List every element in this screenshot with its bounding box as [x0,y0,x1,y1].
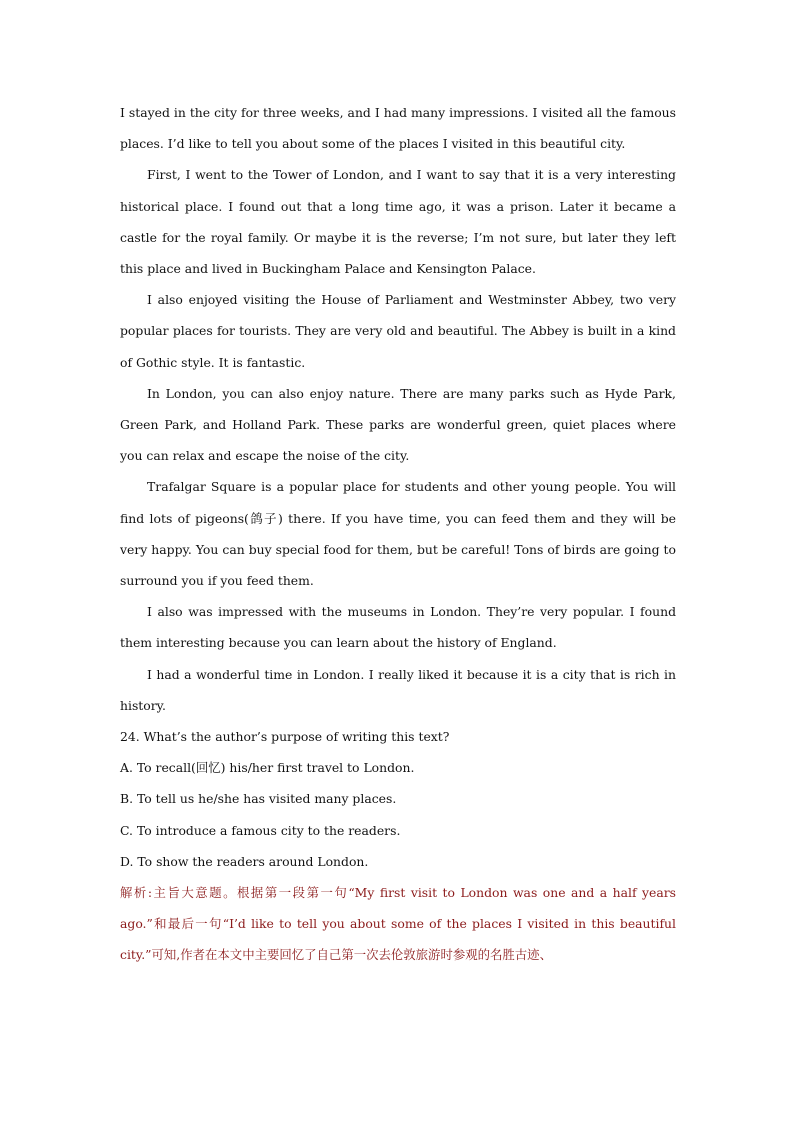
passage-paragraph-7: I had a wonderful time in London. I really liked it because it is a city that is rich in history. [120,666,676,713]
option-a: A. To recall(回忆) his/her first travel to London. [120,760,415,776]
analysis-mid: 和最后一句 [152,916,223,932]
document-page [120,97,676,971]
passage-paragraph-1: I stayed in the city for three weeks, and I had many impressions. I visited all the famous places. I’d like to tell you about some of the places I visited in this beautiful city. [120,105,676,152]
option-b: B. To tell us he/she has visited many places. [120,791,397,807]
passage-paragraph-4: In London, you can also enjoy nature. There are many parks such as Hyde Park, Green Park, and Holland Park. These parks are wonderful green, quiet places where you can relax and escape the noise of the city. [120,385,676,464]
passage-paragraph-3: I also enjoyed visiting the House of Parliament and Westminster Abbey, two very popular places for tourists. They are very old and beautiful. The Abbey is built in a kind of Gothic style. It is fantastic. [120,292,676,370]
passage-paragraph-6: I also was impressed with the museums in London. They’re very popular. I found them interesting because you can learn about the history of England. [120,604,676,651]
analysis-tail: 可知,作者在本文中主要回忆了自己第一次去伦敦旅游时参观的名胜古迹、 [151,947,552,963]
passage-paragraph-5: Trafalgar Square is a popular place for students and other young people. You will find lots of pigeons(鸽子) there. If you have time, you can feed them and they will be very happy. You can buy special food for them, but be careful! Tons of birds are going to surround you if you feed them. [120,479,676,589]
option-c: C. To introduce a famous city to the readers. [120,822,401,838]
analysis-text [120,877,676,971]
passage-paragraph-2: First, I went to the Tower of London, and I want to say that it is a very interesting historical place. I found out that a long time ago, it was a prison. Later it became a castle for the royal family. Or maybe it is the reverse; I’m not sure, but later they left this place and lived in Buckingham Palace and Kensington Palace. [120,167,676,277]
analysis-lead: 解析:主旨大意题。根据第一段第一句 [120,885,349,901]
analysis-quote-last-sentence: “I’d like to tell you about some of the places I visited in this beautiful city.” [120,916,677,963]
analysis-quote-first-sentence: “My first visit to London was one and a half years ago.” [120,885,676,932]
option-d: D. To show the readers around London. [120,853,369,869]
question-stem: 24. What’s the author’s purpose of writing this text? [120,729,450,745]
